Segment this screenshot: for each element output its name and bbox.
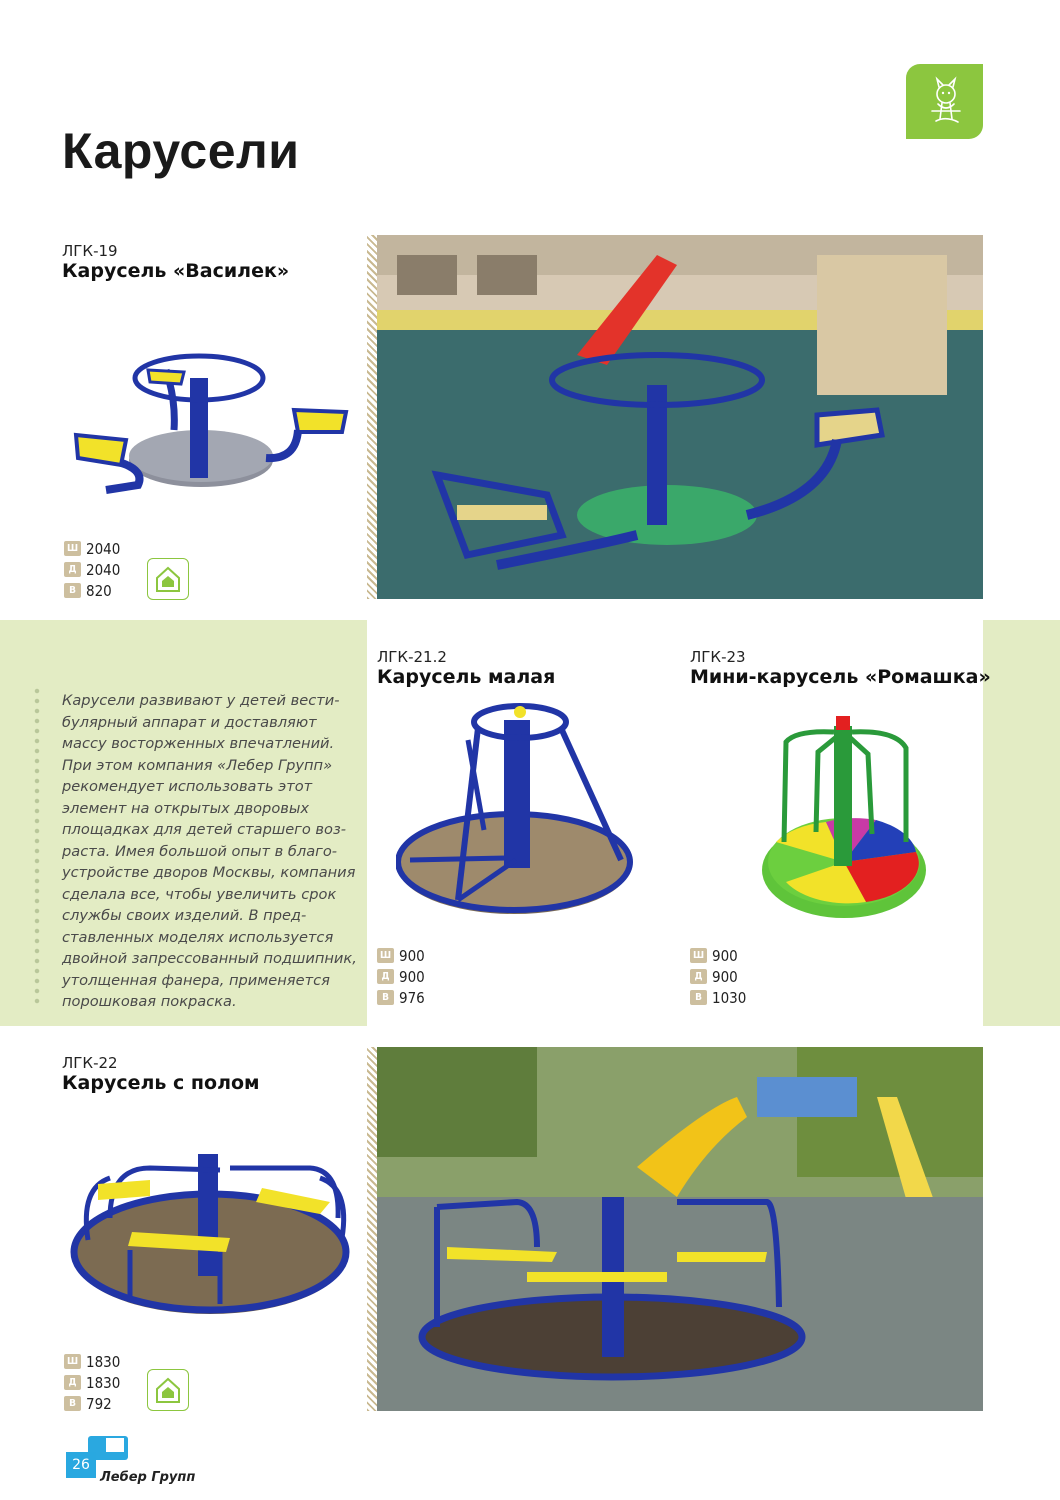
height-key: В bbox=[64, 1396, 81, 1411]
product-code: ЛГК-22 bbox=[62, 1054, 118, 1072]
desc-line: При этом компания «Лебер Групп» bbox=[62, 756, 333, 774]
desc-line: массу восторженных впечатлений. bbox=[62, 735, 335, 752]
desc-line: службы своих изделий. В пред- bbox=[62, 907, 307, 924]
certificate-badge bbox=[147, 1369, 189, 1411]
band-right-strip bbox=[983, 620, 1060, 1026]
product-name: Карусель с полом bbox=[62, 1072, 260, 1094]
page-title: Карусели bbox=[62, 123, 300, 179]
brand-name: Лебер Групп bbox=[100, 1470, 196, 1485]
depth-key: Д bbox=[690, 969, 707, 984]
width-key: Ш bbox=[690, 948, 707, 963]
product-code: ЛГК-21.2 bbox=[377, 648, 447, 666]
desc-line: порошковая покраска. bbox=[62, 993, 237, 1010]
description-text bbox=[62, 690, 362, 1013]
dimensions-lgk23 bbox=[690, 945, 746, 1008]
photo-lgk22 bbox=[367, 1047, 983, 1411]
dimensions-lgk22 bbox=[64, 1351, 120, 1414]
width-value: 900 bbox=[399, 946, 425, 965]
house-certificate-icon bbox=[153, 564, 183, 594]
product-code: ЛГК-23 bbox=[690, 648, 746, 666]
depth-value: 1830 bbox=[86, 1373, 121, 1392]
depth-value: 900 bbox=[399, 967, 425, 986]
product-code: ЛГК-19 bbox=[62, 242, 118, 260]
width-value: 1830 bbox=[86, 1352, 121, 1371]
height-key: В bbox=[64, 583, 81, 598]
desc-line: площадках для детей старшего воз- bbox=[62, 821, 346, 838]
width-key: Ш bbox=[64, 541, 81, 556]
height-value: 976 bbox=[399, 988, 425, 1007]
height-key: В bbox=[690, 990, 707, 1005]
section-tab bbox=[906, 64, 983, 139]
depth-value: 2040 bbox=[86, 560, 121, 579]
dimensions-lgk21 bbox=[377, 945, 425, 1008]
depth-key: Д bbox=[64, 1375, 81, 1390]
page-number: 26 bbox=[66, 1452, 96, 1478]
desc-line: элемент на открытых дворовых bbox=[62, 799, 310, 817]
product-name: Карусель малая bbox=[377, 666, 556, 688]
height-value: 1030 bbox=[712, 988, 747, 1007]
desc-line: ставленных моделях используется bbox=[62, 928, 334, 946]
width-key: Ш bbox=[64, 1354, 81, 1369]
house-certificate-icon bbox=[153, 1375, 183, 1405]
depth-key: Д bbox=[64, 562, 81, 577]
desc-line: устройстве дворов Москвы, компания bbox=[62, 864, 356, 881]
dotted-ornament bbox=[30, 686, 44, 1004]
desc-line: раста. Имея большой опыт в благо- bbox=[62, 842, 338, 860]
width-key: Ш bbox=[377, 948, 394, 963]
desc-line: двойной запрессованный подшипник, bbox=[62, 950, 357, 967]
width-value: 2040 bbox=[86, 539, 121, 558]
height-key: В bbox=[377, 990, 394, 1005]
height-value: 792 bbox=[86, 1394, 112, 1413]
product-name: Карусель «Василек» bbox=[62, 260, 290, 282]
cat-icon bbox=[906, 64, 983, 139]
desc-line: сделала все, чтобы увеличить срок bbox=[62, 885, 337, 903]
desc-line: утолщенная фанера, применяется bbox=[62, 971, 330, 989]
desc-line: булярный аппарат и доставляют bbox=[62, 713, 317, 731]
height-value: 820 bbox=[86, 581, 112, 600]
photo-lgk19 bbox=[367, 235, 983, 599]
desc-line: Карусели развивают у детей вести- bbox=[62, 692, 340, 709]
product-image-lgk19 bbox=[66, 340, 366, 500]
depth-value: 900 bbox=[712, 967, 738, 986]
desc-line: рекомендует использовать этот bbox=[62, 778, 313, 795]
product-name: Мини-карусель «Ромашка» bbox=[690, 666, 991, 688]
product-image-lgk22 bbox=[70, 1128, 370, 1328]
certificate-badge bbox=[147, 558, 189, 600]
depth-key: Д bbox=[377, 969, 394, 984]
product-image-lgk23 bbox=[756, 712, 932, 932]
width-value: 900 bbox=[712, 946, 738, 965]
product-image-lgk21 bbox=[396, 700, 646, 920]
dimensions-lgk19 bbox=[64, 538, 120, 601]
